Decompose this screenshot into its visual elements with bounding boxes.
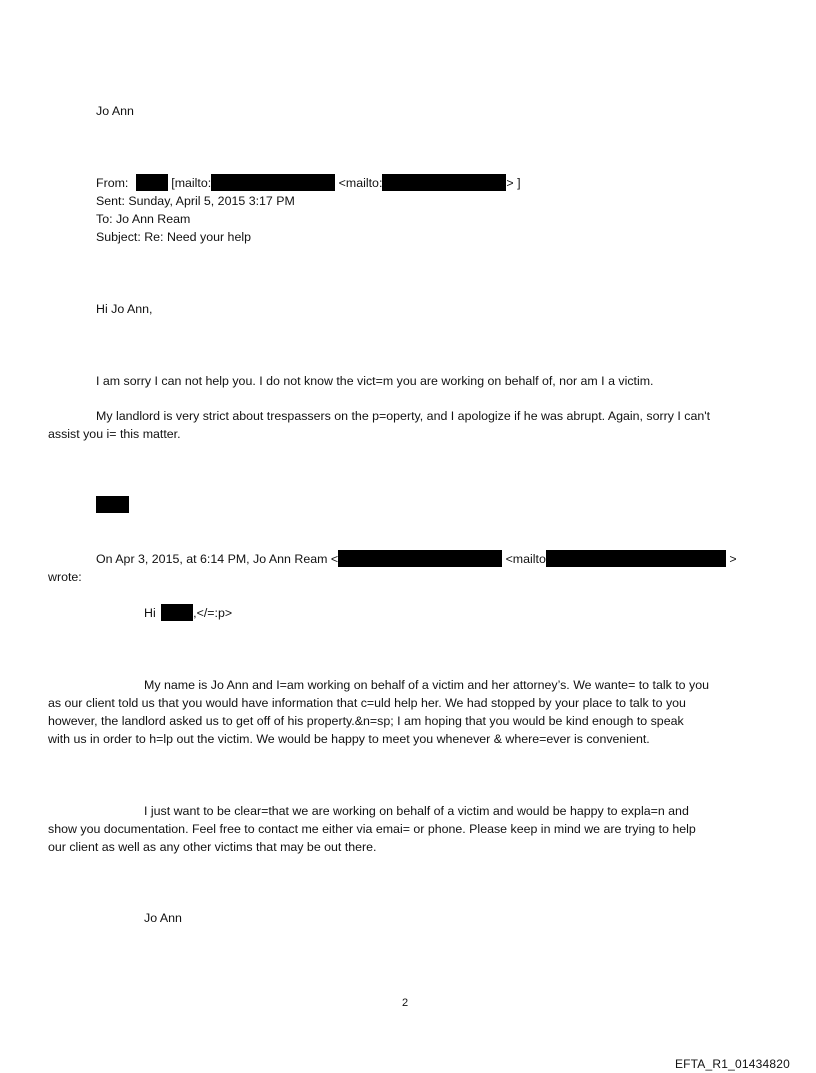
original-paragraph-1-line-1: My name is Jo Ann and I=am working on behalf of a victim and her attorney’s. We wante= to talk to you <box>144 678 709 692</box>
quote-close-bracket: > <box>729 552 737 566</box>
from-line <box>96 174 521 192</box>
reply-paragraph-1: I am sorry I can not help you. I do not know the vict=m you are working on behalf of, nor am I a victim. <box>96 374 654 388</box>
bracket-close: > ] <box>506 176 521 190</box>
redaction-sender-email-2 <box>382 174 506 191</box>
quote-header-line <box>96 550 737 568</box>
original-paragraph-2-line-3: our client as well as any other victims that may be out there. <box>48 840 377 854</box>
page-number: 2 <box>402 997 409 1009</box>
original-paragraph-1-line-3: however, the landlord asked us to get off of his property.&n=sp; I am hoping that you would be kind enough to speak <box>48 714 684 728</box>
reply-paragraph-2-line-1: My landlord is very strict about trespassers on the p=operty, and I apologize if he was abrupt. Again, sorry I can't <box>96 409 711 423</box>
original-greeting-hi: Hi <box>144 606 156 620</box>
quote-wrote: wrote: <box>48 570 82 584</box>
mailto-label-1: [mailto: <box>171 176 212 190</box>
redaction-recipient-email-2 <box>546 550 726 567</box>
original-paragraph-1-line-2: as our client told us that you would have information that c=uld help her. We had stopped by your place to talk to you <box>48 696 686 710</box>
mailto-label-2: <mailto: <box>338 176 383 190</box>
quote-on-text: On Apr 3, 2015, at 6:14 PM, Jo Ann Ream < <box>96 552 339 566</box>
reply-greeting: Hi Jo Ann, <box>96 302 153 316</box>
original-paragraph-2-line-2: show you documentation. Feel free to contact me either via emai= or phone. Please keep in mind we are trying to help <box>48 822 696 836</box>
redaction-recipient-email <box>338 550 502 567</box>
quote-mailto-label: <mailto <box>505 552 546 566</box>
to-line: To: Jo Ann Ream <box>96 212 191 226</box>
signature-top: Jo Ann <box>96 104 134 118</box>
redaction-greeting-name <box>161 604 193 621</box>
redaction-reply-signature <box>96 496 129 513</box>
redaction-sender-email <box>211 174 335 191</box>
document-id: EFTA_R1_01434820 <box>674 1057 790 1071</box>
original-paragraph-1-line-4: with us in order to h=lp out the victim. We would be happy to meet you whenever & where=ever is convenient. <box>48 732 650 746</box>
sent-line: Sent: Sunday, April 5, 2015 3:17 PM <box>96 194 295 208</box>
redaction-sender-name <box>136 174 168 191</box>
original-greeting <box>144 604 232 622</box>
reply-paragraph-2-line-2: assist you i= this matter. <box>48 427 181 441</box>
original-greeting-tail: ,</=:p> <box>193 606 233 620</box>
original-paragraph-2-line-1: I just want to be clear=that we are working on behalf of a victim and would be happy to expla=n and <box>144 804 689 818</box>
subject-line: Subject: Re: Need your help <box>96 230 251 244</box>
from-label: From: <box>96 176 129 190</box>
original-signature: Jo Ann <box>144 911 182 925</box>
